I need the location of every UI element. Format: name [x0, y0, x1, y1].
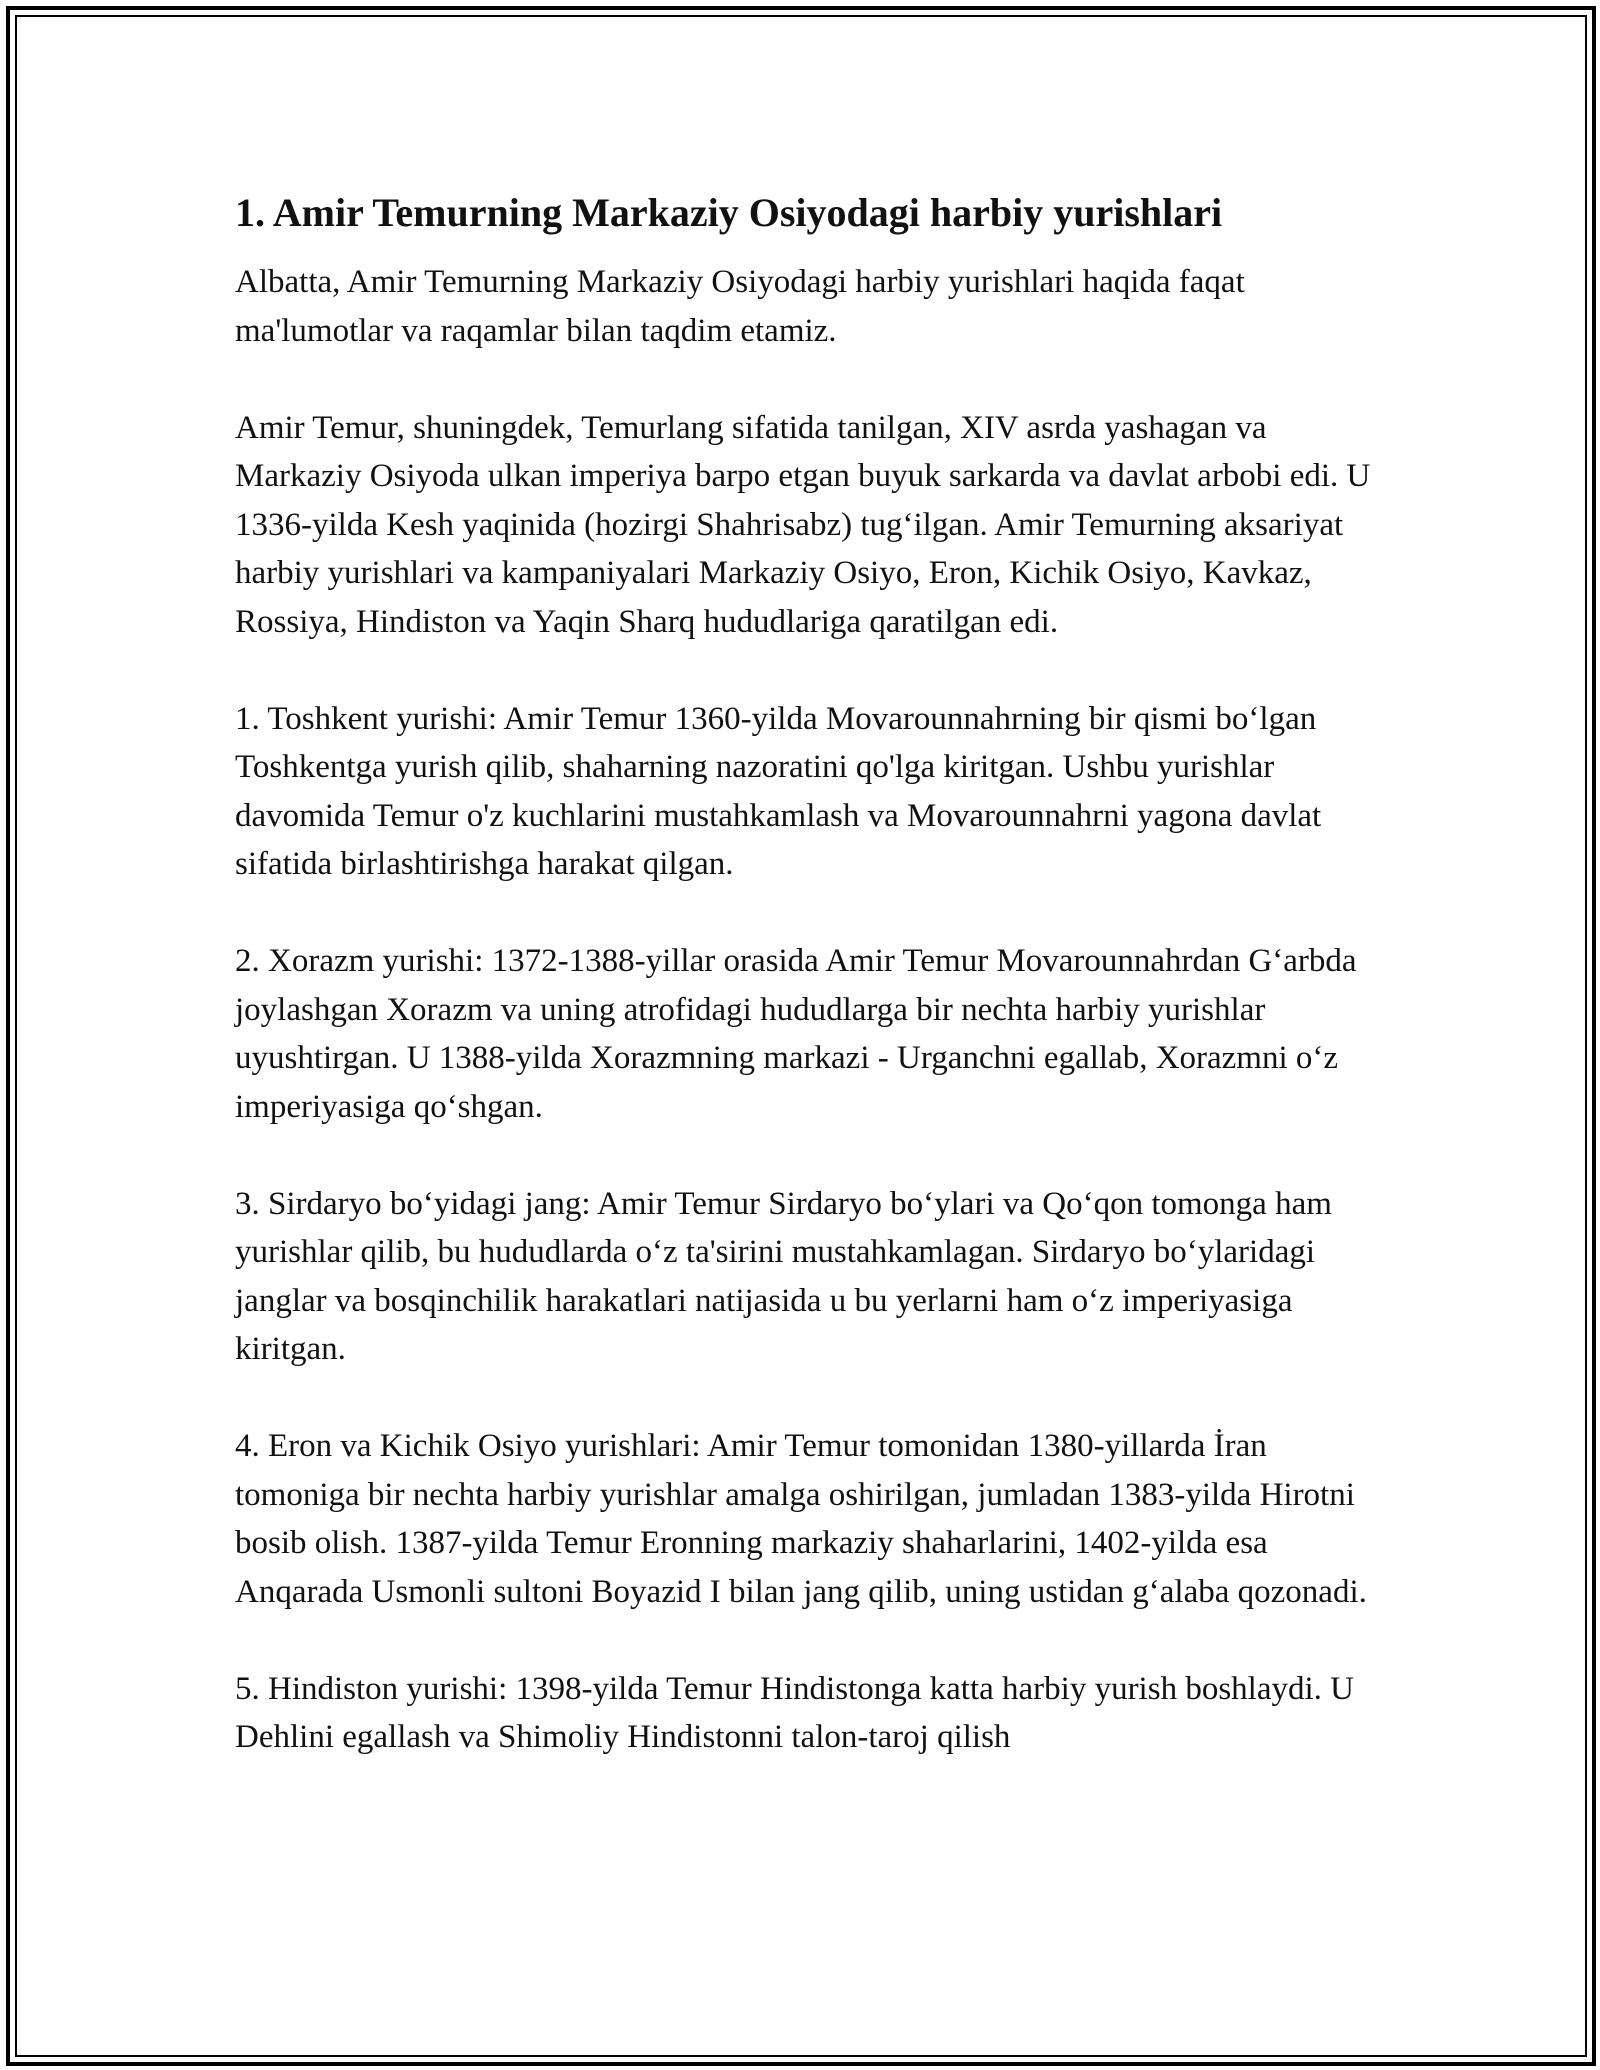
paragraph-biography: Amir Temur, shuningdek, Temurlang sifatida tanilgan, XIV asrda yashagan va Markaziy Osiyoda ulkan imperiya barpo etgan buyuk sarkarda va davlat arbobi edi. U 1336-yilda Kesh yaqinida (hozirgi Shahrisabz) tug‘ilgan. Amir Temurning aksariyat harbiy yurishlari va kampaniyalari Markaziy Osiyo, Eron, Kichik Osiyo, Kavkaz, Rossiya, Hindiston va Yaqin Sharq hududlariga qaratilgan edi. — [235, 409, 1371, 640]
paragraph-xorazm-campaign: 2. Xorazm yurishi: 1372-1388-yillar orasida Amir Temur Movarounnahrdan G‘arbda joylashgan Xorazm va uning atrofidagi hududlarga bir nechta harbiy yurishlar uyushtirgan. U 1388-yilda Xorazmning markazi - Urganchni egallab, Xorazmni o‘z imperiyasiga qo‘shgan. — [235, 943, 1357, 1125]
paragraph-intro: Albatta, Amir Temurning Markaziy Osiyodagi harbiy yurishlari haqida faqat ma'lumotlar va raqamlar bilan taqdim etamiz. — [235, 264, 1245, 349]
paragraph-toshkent-campaign: 1. Toshkent yurishi: Amir Temur 1360-yilda Movarounnahrning bir qismi bo‘lgan Toshkentga yurish qilib, shaharning nazoratini qo'lga kiritgan. Ushbu yurishlar davomida Temur o'z kuchlarini mustahkamlash va Movarounnahrni yagona davlat sifatida birlashtirishga harakat qilgan. — [235, 700, 1322, 882]
paragraph-eron-campaign: 4. Eron va Kichik Osiyo yurishlari: Amir Temur tomonidan 1380-yillarda İran tomoniga bir nechta harbiy yurishlar amalga oshirilgan, jumladan 1383-yilda Hirotni bosib olish. 1387-yilda Temur Eronning markaziy shaharlarini, 1402-yilda esa Anqarada Usmonli sultoni Boyazid I bilan jang qilib, uning ustidan g‘alaba qozonadi. — [235, 1428, 1367, 1610]
paragraph-hindiston-campaign: 5. Hindiston yurishi: 1398-yilda Temur Hindistonga katta harbiy yurish boshlaydi. U Dehlini egallash va Shimoliy Hindistonni talon-taroj qilish — [235, 1670, 1354, 1755]
document-body — [235, 186, 1375, 1762]
paragraph-sirdaryo-battle: 3. Sirdaryo bo‘yidagi jang: Amir Temur Sirdaryo bo‘ylari va Qo‘qon tomonga ham yurishlar qilib, bu hududlarda o‘z ta'sirini mustahkamlagan. Sirdaryo bo‘ylaridagi janglar va bosqinchilik harakatlari natijasida u bu yerlarni ham o‘z imperiyasiga kiritgan. — [235, 1185, 1332, 1367]
document-title: 1. Amir Temurning Markaziy Osiyodagi harbiy yurishlari — [235, 190, 1223, 235]
